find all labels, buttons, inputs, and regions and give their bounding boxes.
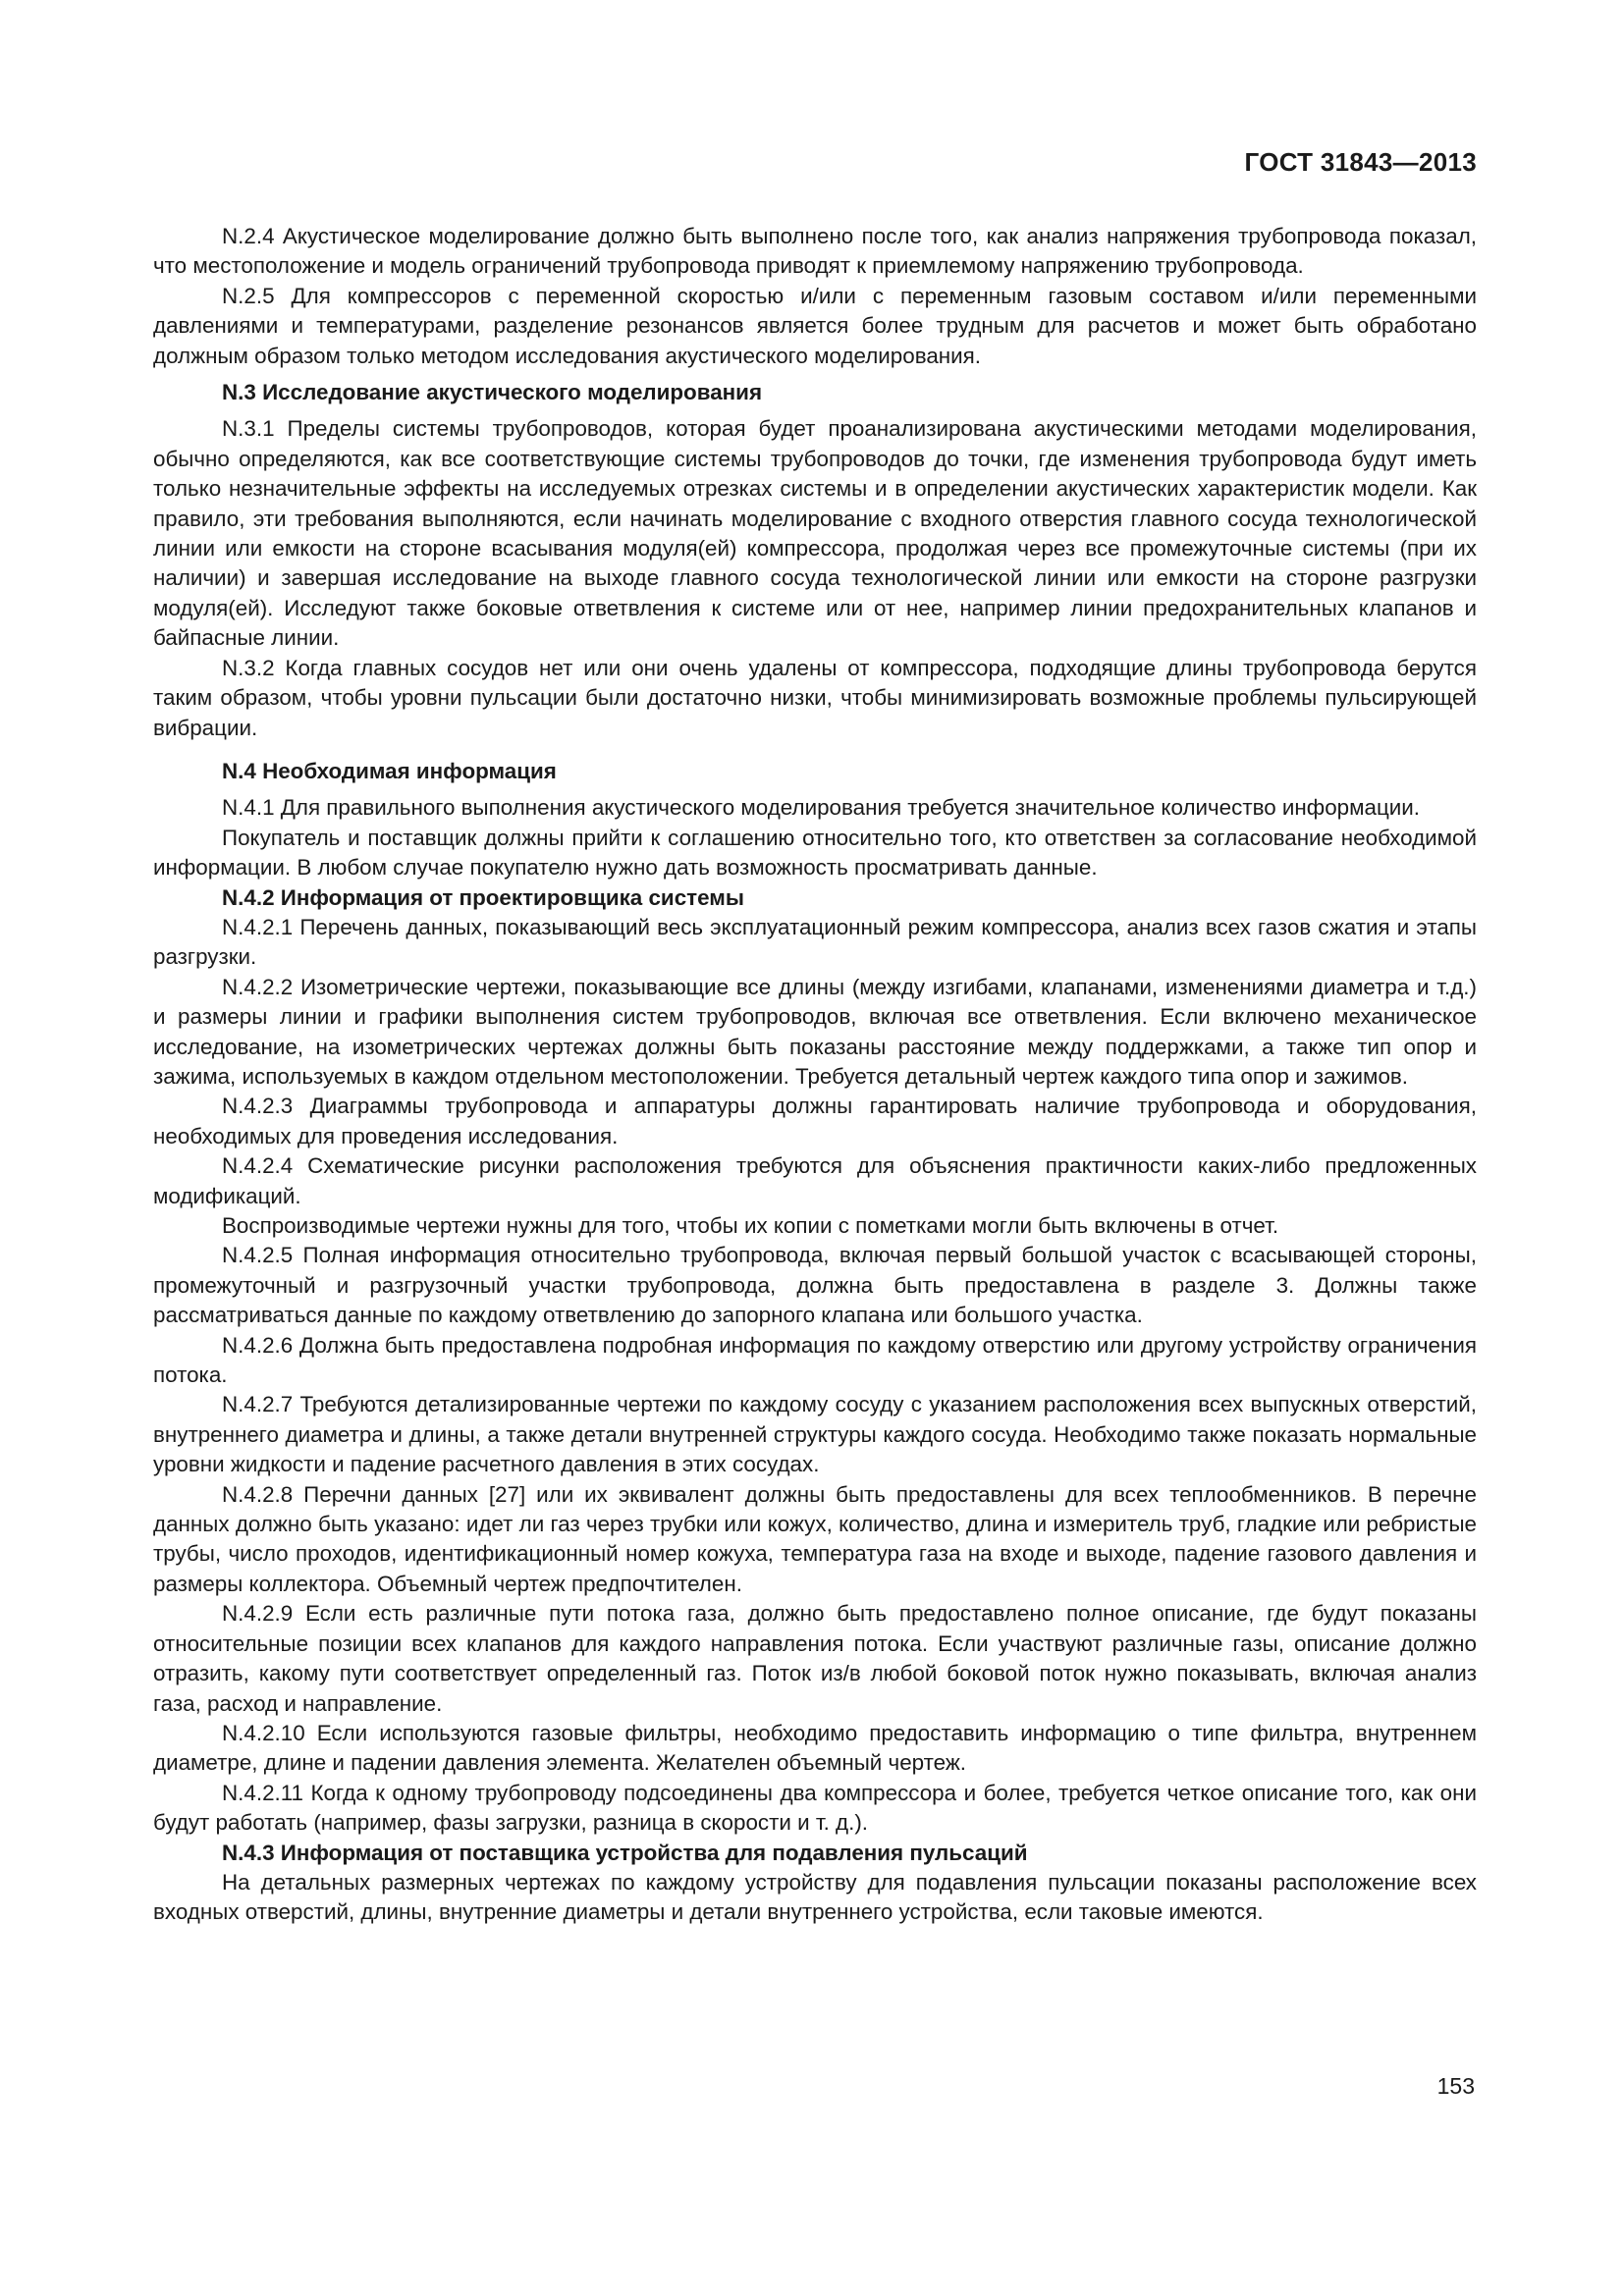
page-number: 153 [1436, 2073, 1475, 2099]
paragraph: N.4.2.5 Полная информация относительно трубопровода, включая первый большой участок с всасывающей стороны, промежуточный и разгрузочный участки трубопровода, должна быть предоставлена в разделе 3. Должны также рассматриваться данные по каждому ответвлению до запорного клапана или большого участка. [153, 1243, 1477, 1328]
section-heading: N.3 Исследование акустического моделирования [222, 380, 763, 405]
section-heading: N.4.2 Информация от проектировщика системы [222, 884, 744, 910]
section-heading: N.4.3 Информация от поставщика устройства для подавления пульсаций [222, 1840, 1028, 1865]
paragraph: N.4.2.1 Перечень данных, показывающий весь эксплуатационный режим компрессора, анализ всех газов сжатия и этапы разгрузки. [153, 914, 1477, 970]
paragraph: N.4.2.7 Требуются детализированные чертежи по каждому сосуду с указанием расположения всех выпускных отверстий, внутреннего диаметра и длины, а также детали внутренней структуры каждого сосуда. Необходимо также показать нормальные уровни жидкости и падение расчетного давления в этих сосудах. [153, 1392, 1477, 1477]
document-header: ГОСТ 31843—2013 [1244, 147, 1477, 177]
paragraph: Покупатель и поставщик должны прийти к соглашению относительно того, кто ответствен за согласование необходимой информации. В любом случае покупателю нужно дать возможность просматривать данные. [153, 825, 1477, 881]
paragraph: N.2.5 Для компрессоров с переменной скоростью и/или с переменным газовым составом и/или переменными давлениями и температурами, разделение резонансов является более трудным для расчетов и может быть обработано должным образом только методом исследования акустического моделирования. [153, 283, 1477, 368]
paragraph: N.3.1 Пределы системы трубопроводов, которая будет проанализирована акустическими методами моделирования, обычно определяются, как все соответствующие системы трубопроводов до точки, где изменения трубопровода будут иметь только незначительные эффекты на исследуемых отрезках системы и в определении акустических характеристик модели. Как правило, эти требования выполняются, если начинать моделирование с входного отверстия главного сосуда технологической линии или емкости на стороне всасывания модуля(ей) компрессора, продолжая через все промежуточные системы (при их наличии) и завершая исследование на выходе главного сосуда технологической линии или емкости на стороне разгрузки модуля(ей). Исследуют также боковые ответвления к системе или от нее, например линии предохранительных клапанов и байпасные линии. [153, 416, 1477, 651]
paragraph: На детальных размерных чертежах по каждому устройству для подавления пульсации показаны расположение всех входных отверстий, длины, внутренние диаметры и детали внутреннего устройства, если таковые имеются. [153, 1869, 1477, 1925]
paragraph: N.4.2.8 Перечни данных [27] или их эквивалент должны быть предоставлены для всех теплообменников. В перечне данных должно быть указано: идет ли газ через трубки или кожух, количество, длина и измеритель труб, гладкие или ребристые трубы, число проходов, идентификационный номер кожуха, температура газа на входе и выходе, падение газового давления и размеры коллектора. Объемный чертеж предпочтителен. [153, 1481, 1477, 1596]
paragraph: N.4.2.11 Когда к одному трубопроводу подсоединены два компрессора и более, требуется четкое описание того, как они будут работать (например, фазы загрузки, разница в скорости и т. д.). [153, 1780, 1477, 1836]
paragraph: N.4.2.3 Диаграммы трубопровода и аппаратуры должны гарантировать наличие трубопровода и оборудования, необходимых для проведения исследования. [153, 1094, 1477, 1148]
paragraph: N.4.2.6 Должна быть предоставлена подробная информация по каждому отверстию или другому устройству ограничения потока. [153, 1332, 1477, 1388]
paragraph: Воспроизводимые чертежи нужны для того, чтобы их копии с пометками могли быть включены в отчет. [222, 1213, 1279, 1238]
paragraph: N.2.4 Акустическое моделирование должно быть выполнено после того, как анализ напряжения трубопровода показал, что местоположение и модель ограничений трубопровода приводят к приемлемому напряжению трубопровода. [153, 224, 1477, 279]
paragraph: N.4.2.4 Схематические рисунки расположения требуются для объяснения практичности каких-либо предложенных модификаций. [153, 1153, 1477, 1208]
paragraph: N.3.2 Когда главных сосудов нет или они очень удалены от компрессора, подходящие длины трубопровода берутся таким образом, чтобы уровни пульсации были достаточно низки, чтобы минимизировать возможные проблемы пульсирующей вибрации. [153, 655, 1477, 740]
paragraph: N.4.2.2 Изометрические чертежи, показывающие все длины (между изгибами, клапанами, изменениями диаметра и т.д.) и размеры линии и графики выполнения систем трубопроводов, включая все ответвления. Если включено механическое исследование, на изометрических чертежах должны быть показаны расстояние между поддержками, а также тип опор и зажима, используемых в каждом отдельном местоположении. Требуется детальный чертеж каждого типа опор и зажимов. [153, 974, 1477, 1089]
document-body [153, 222, 1477, 1928]
paragraph: N.4.1 Для правильного выполнения акустического моделирования требуется значительное количество информации. [222, 795, 1421, 821]
section-heading: N.4 Необходимая информация [222, 758, 557, 783]
paragraph: N.4.2.9 Если есть различные пути потока газа, должно быть предоставлено полное описание, где будут показаны относительные позиции всех клапанов для каждого направления потока. Если участвуют различные газы, описание должно отразить, какому пути соответствует определенный газ. Поток из/в любой боковой поток нужно показывать, включая анализ газа, расход и направление. [153, 1601, 1477, 1716]
paragraph: N.4.2.10 Если используются газовые фильтры, необходимо предоставить информацию о типе фильтра, внутреннем диаметре, длине и падении давления элемента. Желателен объемный чертеж. [153, 1720, 1477, 1776]
